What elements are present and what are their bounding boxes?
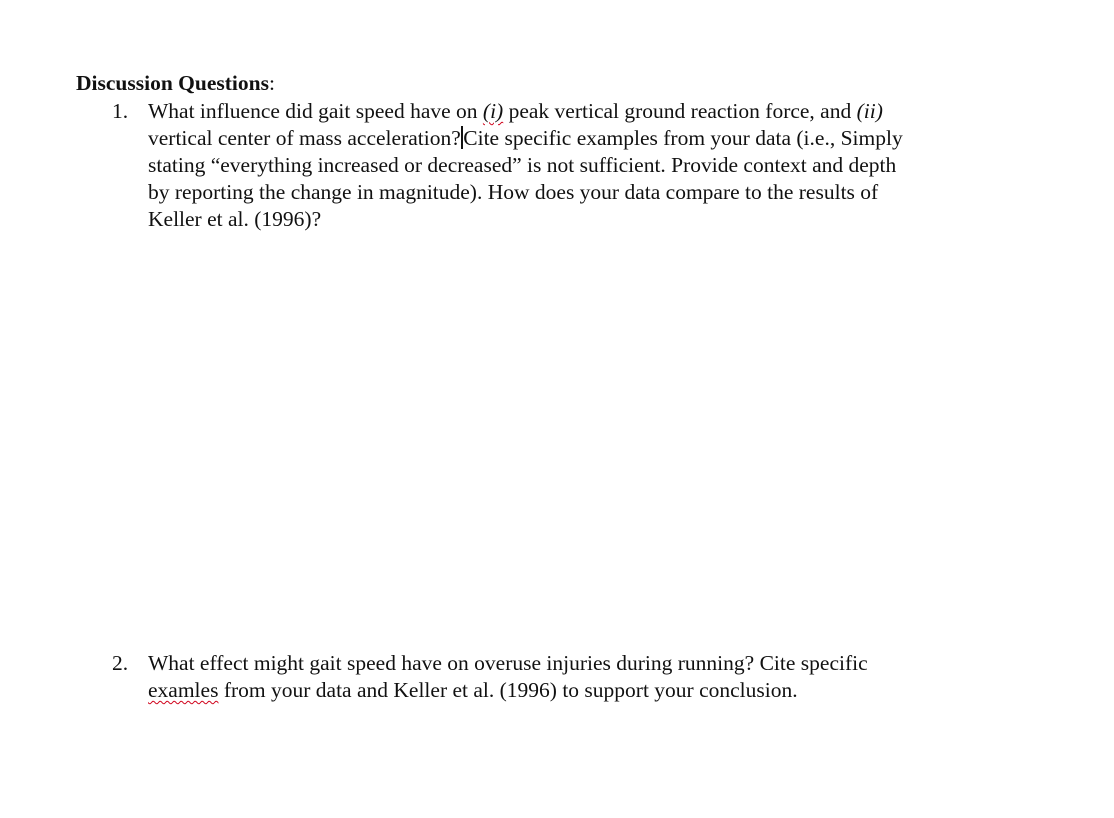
question-2-number: 2.	[112, 651, 129, 675]
question-1-line-3: stating “everything increased or decreased” is not sufficient. Provide context and depth	[148, 153, 897, 177]
misspelled-word: (i)	[482, 99, 504, 123]
section-heading	[76, 70, 275, 97]
question-1-line-4: by reporting the change in magnitude). How does your data compare to the results of	[148, 180, 879, 204]
heading-colon: :	[268, 71, 275, 95]
question-2-line-1: What effect might gait speed have on overuse injuries during running? Cite specific	[148, 651, 868, 675]
misspelled-word: examles	[148, 678, 219, 702]
question-1-line-1: What influence did gait speed have on (i) peak vertical ground reaction force, and (ii)	[148, 99, 883, 123]
question-1-line-2: vertical center of mass acceleration? Cite specific examples from your data (i.e., Simply	[148, 126, 903, 150]
question-2-line-2: examles from your data and Keller et al. (1996) to support your conclusion.	[148, 678, 798, 702]
question-1-line-5: Keller et al. (1996)?	[148, 207, 322, 231]
heading-text: Discussion Questions	[76, 71, 269, 95]
question-1-number: 1.	[112, 99, 129, 123]
